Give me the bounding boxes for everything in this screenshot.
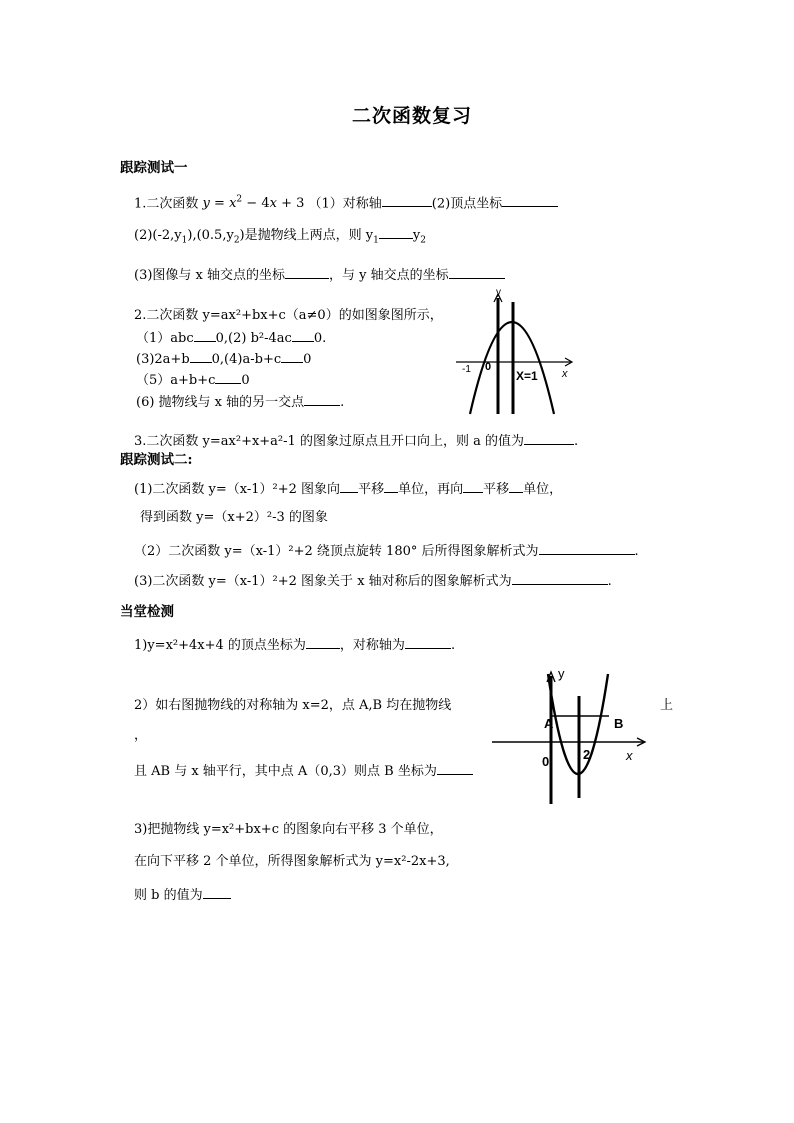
answer-blank[interactable]: [463, 480, 483, 493]
s3-q2-comma: ，: [134, 728, 148, 743]
text: 平移: [483, 482, 510, 497]
s1-q3: [134, 432, 578, 450]
answer-blank[interactable]: [405, 636, 451, 649]
text: (3)二次函数 y=（x-1）²+2 图象关于 x 轴对称后的图象解析式为: [134, 574, 512, 589]
s2-q1-line2: 得到函数 y=（x+2）²-3 的图象: [140, 510, 328, 525]
text: 平移: [358, 482, 385, 497]
answer-blank[interactable]: [340, 480, 358, 493]
page-title: 二次函数复习: [352, 105, 473, 127]
point-b-label: B: [614, 716, 624, 731]
s1-q2-line2: [136, 329, 326, 347]
s2-q2: [134, 542, 639, 560]
formula-sq: 2: [236, 195, 243, 205]
section-heading-1: 跟踪测试一: [120, 160, 188, 176]
text: 且 AB 与 x 轴平行，其中点 A（0,3）则点 B 坐标为: [134, 764, 437, 779]
y-axis-label: y: [496, 287, 501, 298]
s1-q2-line3: [136, 350, 311, 368]
answer-blank[interactable]: [437, 762, 473, 775]
answer-blank[interactable]: [509, 480, 523, 493]
formula-mid: − 4: [242, 196, 270, 212]
s3-q1: [134, 636, 455, 654]
s3-q3-line3: [134, 886, 231, 904]
answer-blank[interactable]: [384, 480, 398, 493]
answer-blank[interactable]: [281, 350, 303, 363]
text: 0: [303, 352, 312, 367]
text: （1）abc: [136, 331, 194, 346]
s1-q1-line3: [134, 266, 505, 284]
text: (3)图像与 x 轴交点的坐标: [134, 268, 286, 283]
answer-blank[interactable]: [194, 329, 216, 342]
s1-q1-prefix: 1.二次函数: [134, 196, 199, 212]
text: 1)y=x²+4x+4 的顶点坐标为: [134, 638, 306, 653]
label-origin: 0: [542, 754, 550, 769]
text: y: [412, 228, 421, 243]
s2-q3: [134, 572, 612, 590]
text: (6) 抛物线与 x 轴的另一交点: [136, 395, 305, 410]
text: .: [573, 434, 579, 449]
text: (1)二次函数 y=（x-1）²+2 图象向: [134, 482, 341, 497]
text: (3)2a+b: [136, 352, 190, 367]
s1-q1-formula: [203, 196, 305, 211]
s1-q1-line1: [134, 192, 558, 212]
text: 则 b 的值为: [134, 888, 203, 903]
text: （2）二次函数 y=（x-1）²+2 绕顶点旋转 180° 后所得图象解析式为: [134, 544, 539, 559]
text: )是抛物线上两点，则 y: [239, 228, 374, 243]
text: 单位，: [523, 482, 563, 497]
formula-x: x: [229, 196, 237, 212]
section-heading-2: 跟踪测试二:: [120, 452, 193, 468]
answer-blank[interactable]: [285, 266, 329, 279]
answer-blank[interactable]: [215, 371, 241, 384]
answer-blank[interactable]: [502, 194, 558, 207]
answer-blank[interactable]: [524, 432, 574, 445]
label-minus-one: -1: [462, 364, 471, 375]
s1-q2-line4: [136, 371, 250, 389]
text: .: [607, 574, 612, 589]
formula-end: + 3: [276, 196, 305, 212]
answer-blank[interactable]: [190, 350, 212, 363]
y-axis-label: y: [558, 666, 565, 681]
answer-blank[interactable]: [379, 226, 413, 239]
label-origin: 0: [485, 361, 492, 373]
answer-blank[interactable]: [306, 636, 340, 649]
s1-q1-part2: (2)顶点坐标: [431, 196, 503, 212]
text: (2)(-2,y: [134, 228, 182, 243]
answer-blank[interactable]: [449, 266, 505, 279]
s3-q3-line1: 3)把抛物线 y=x²+bx+c 的图象向右平移 3 个单位，: [134, 822, 443, 837]
s1-q2-line1: 2.二次函数 y=ax²+bx+c（a≠0）的如图象图所示，: [134, 308, 443, 323]
text: 0,(4)a-b+c: [211, 352, 282, 367]
subscript: 1: [373, 235, 379, 246]
s3-q2-line1: 2）如右图抛物线的对称轴为 x=2，点 A,B 均在抛物线: [134, 698, 452, 713]
s3-q3-line2: 在向下平移 2 个单位，所得图象解析式为 y=x²-2x+3,: [134, 854, 450, 869]
formula-eq: =: [209, 196, 230, 212]
section-heading-3: 当堂检测: [120, 604, 174, 620]
text: ，与 y 轴交点的坐标: [329, 268, 449, 283]
text: 0,(2) b²-4ac: [215, 331, 292, 346]
s1-q2-line5: [136, 393, 344, 411]
answer-blank[interactable]: [539, 542, 635, 555]
s1-q1-part1: （1）对称轴: [308, 196, 382, 212]
s3-q2-line1-end: 上: [660, 698, 674, 713]
text: 0.: [313, 331, 327, 346]
answer-blank[interactable]: [203, 886, 231, 899]
x-axis-label: x: [562, 368, 568, 380]
subscript: 2: [233, 235, 240, 246]
x-axis-label: x: [626, 748, 633, 763]
text: （5）a+b+c: [136, 373, 216, 388]
s2-q1-line1: [134, 480, 562, 498]
subscript: 1: [181, 235, 188, 246]
label-x-equals-1: X=1: [516, 369, 538, 383]
answer-blank[interactable]: [512, 572, 608, 585]
text: .: [450, 638, 456, 653]
subscript: 2: [420, 235, 426, 246]
answer-blank[interactable]: [292, 329, 314, 342]
s3-q2-line2: [134, 762, 473, 780]
parabola-graph-2: [490, 664, 650, 804]
parabola-graph-1: [454, 288, 584, 418]
text: 单位，再向: [398, 482, 464, 497]
text: .: [340, 395, 345, 410]
point-a-label: A: [544, 716, 554, 731]
formula-x2: x: [269, 196, 277, 212]
s1-q1-line2: [134, 226, 426, 249]
formula-y: y: [202, 196, 210, 212]
text: 3.二次函数 y=ax²+x+a²-1 的图象过原点且开口向上，则 a 的值为: [134, 434, 524, 449]
text: 0: [241, 373, 250, 388]
text: ，对称轴为: [339, 638, 405, 653]
answer-blank[interactable]: [382, 194, 432, 207]
text: .: [634, 544, 639, 559]
text: ),(0.5,y: [187, 228, 234, 243]
answer-blank[interactable]: [304, 393, 340, 406]
label-two: 2: [583, 747, 591, 762]
